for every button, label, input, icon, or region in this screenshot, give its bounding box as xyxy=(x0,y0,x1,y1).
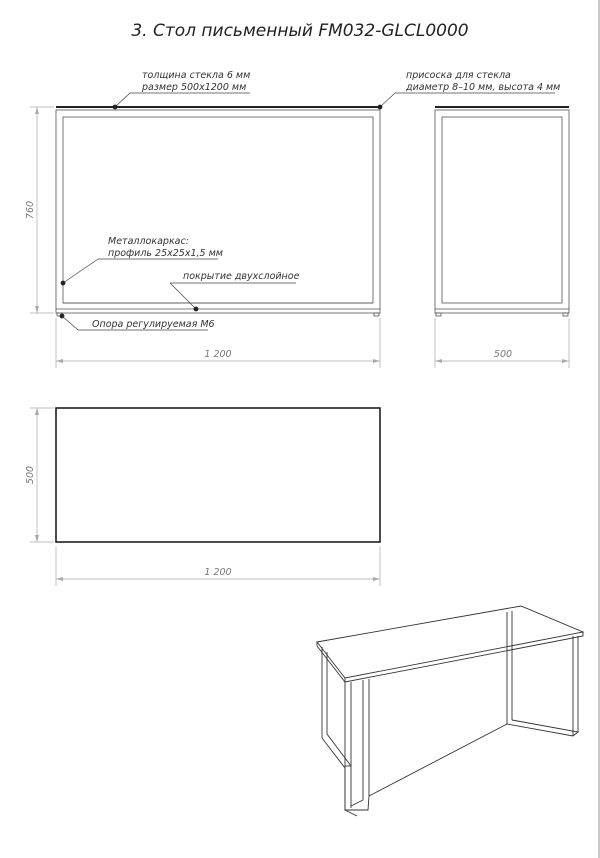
side-foot-right xyxy=(563,313,568,316)
front-height-dimension xyxy=(25,107,54,313)
suction-note-line2: диаметр 8–10 мм, высота 4 мм xyxy=(406,82,561,93)
support-note xyxy=(60,314,215,330)
coating-note-text: покрытие двухслойное xyxy=(183,271,300,282)
frame-note-line1: Металлокаркас: xyxy=(108,236,189,247)
frame-note-line2: профиль 25х25х1,5 мм xyxy=(108,248,223,259)
glass-note-line1: толщина стекла 6 мм xyxy=(142,70,251,81)
iso-back-floor-rail xyxy=(369,724,507,796)
glass-note xyxy=(113,70,251,109)
suction-note-line1: присоска для стекла xyxy=(406,70,511,81)
side-frame-outer xyxy=(435,110,569,313)
coating-note xyxy=(170,271,300,311)
front-frame-outer xyxy=(56,110,380,313)
top-depth-label: 500 xyxy=(25,465,36,485)
side-foot-left xyxy=(436,313,441,316)
iso-left-floor-rail xyxy=(322,738,369,810)
side-frame-inner xyxy=(442,117,562,303)
top-width-dimension xyxy=(56,546,380,586)
side-depth-label: 500 xyxy=(493,349,513,360)
suction-note xyxy=(378,70,561,109)
isometric-view xyxy=(317,606,583,816)
iso-tabletop-surface xyxy=(317,606,583,678)
front-height-label: 760 xyxy=(25,200,36,220)
iso-right-floor-rail xyxy=(507,720,578,736)
glass-note-line2: размер 500х1200 мм xyxy=(142,82,247,93)
top-depth-dimension xyxy=(25,408,54,542)
front-foot-right xyxy=(374,313,379,316)
top-view-outline xyxy=(56,408,380,542)
top-view xyxy=(56,408,380,542)
drawing-title: 3. Стол письменный FM032-GLCL0000 xyxy=(131,21,469,41)
front-width-label: 1 200 xyxy=(204,349,232,360)
side-depth-dimension xyxy=(435,318,569,368)
side-view xyxy=(435,107,569,316)
front-view xyxy=(56,107,380,316)
top-width-label: 1 200 xyxy=(204,567,232,578)
support-note-text: Опора регулируемая М6 xyxy=(92,319,215,330)
